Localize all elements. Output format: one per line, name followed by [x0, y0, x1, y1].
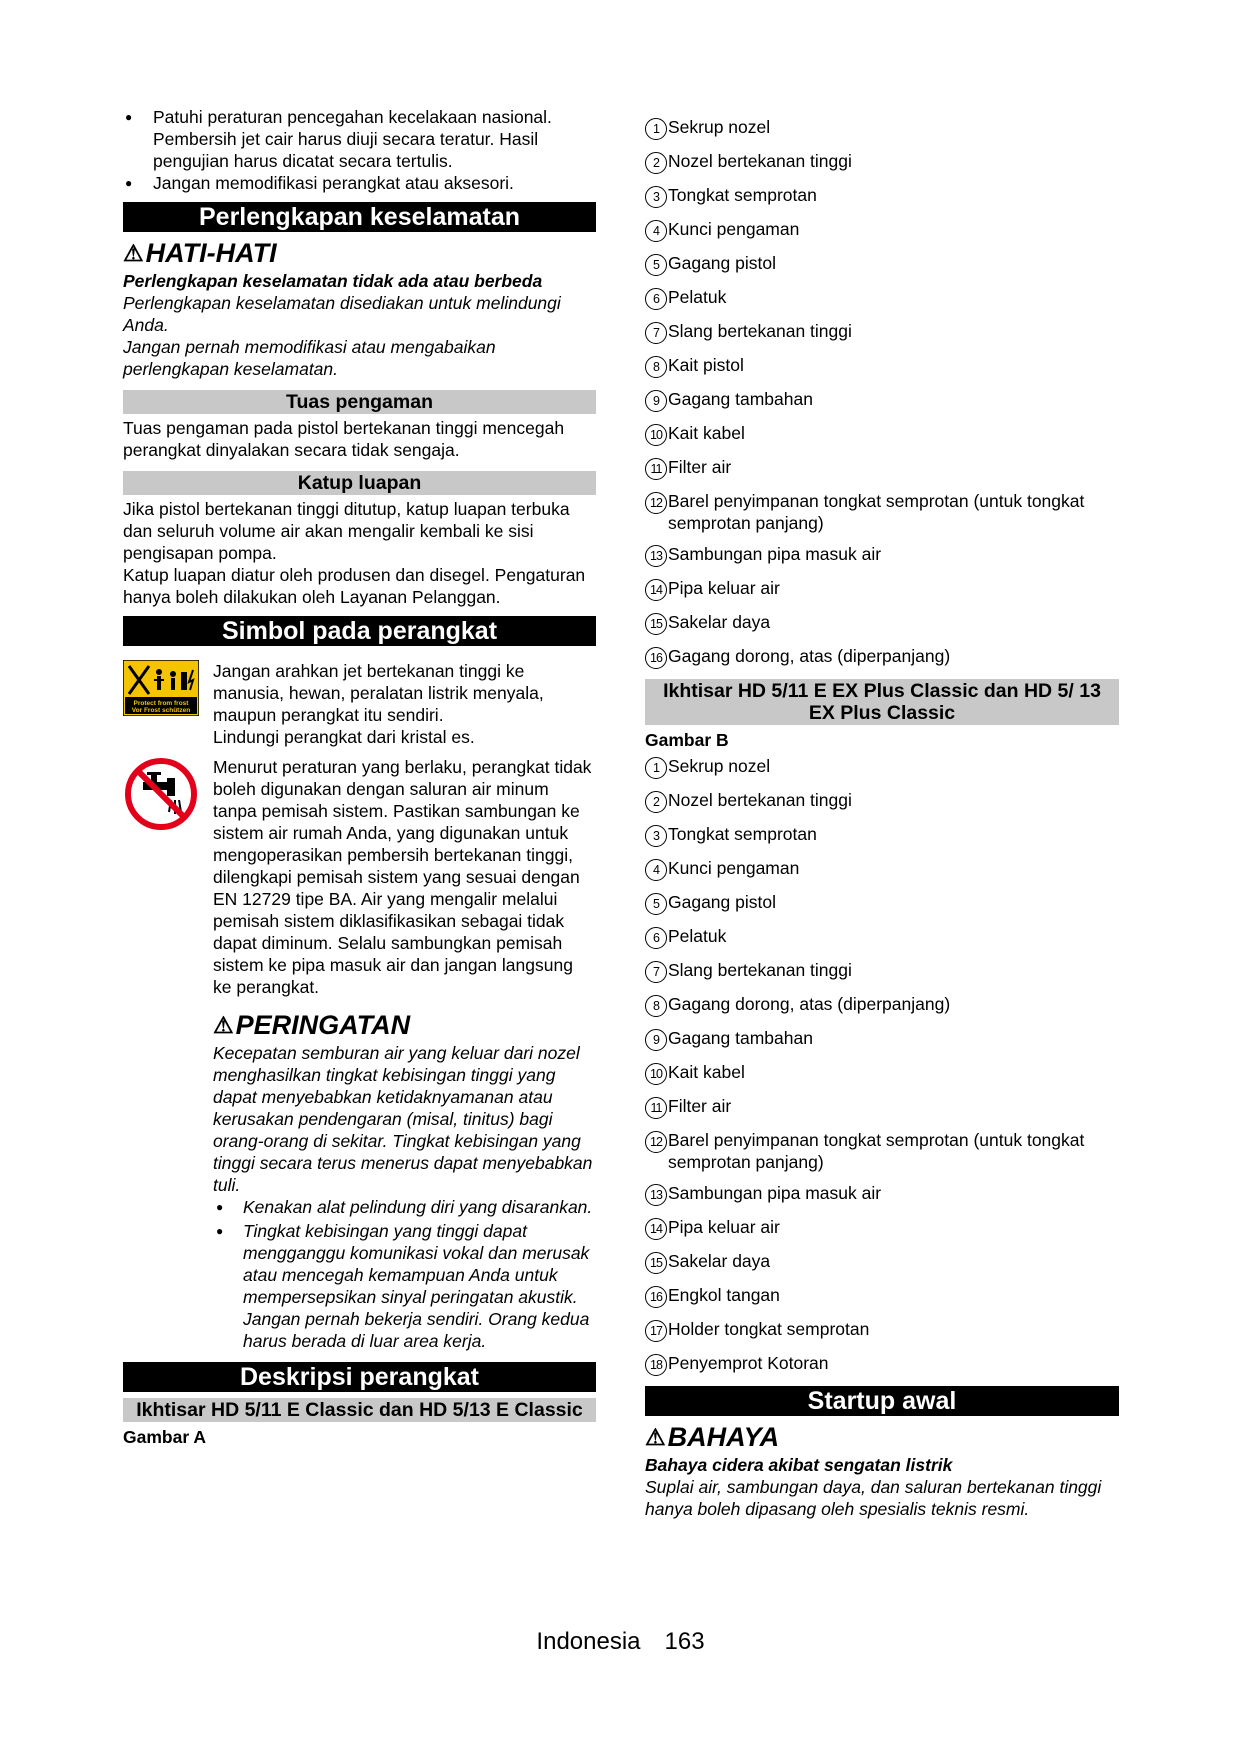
item-number-badge: 18: [645, 1354, 667, 1376]
item-label: Gagang dorong, atas (diperpanjang): [668, 994, 951, 1014]
symbols-heading: Simbol pada perangkat: [123, 616, 596, 646]
item-number-badge: 3: [645, 825, 667, 847]
desc-heading: Deskripsi perangkat: [123, 1362, 596, 1392]
item-number-badge: 12: [645, 492, 667, 514]
item-number-badge: 8: [645, 995, 667, 1017]
warning-bullet: ● Tingkat kebisingan yang tinggi dapat mengganggu komunikasi vokal dan merusak atau mencegah kemampuan Anda untuk mempersepsikan sinyal peringatan akustik. Jangan pernah bekerja sendiri. Orang kedua harus berada di luar area kerja.: [213, 1220, 596, 1352]
symbol-frost-text-2: Lindungi perangkat dari kristal es.: [213, 727, 475, 747]
item-label: Sakelar daya: [668, 1251, 771, 1271]
part-list-a: [645, 116, 1119, 669]
item-number-badge: 6: [645, 288, 667, 310]
item-label: Filter air: [668, 457, 732, 477]
item-number-badge: 1: [645, 118, 667, 140]
item-label: Barel penyimpanan tongkat semprotan (untuk tongkat semprotan panjang): [668, 491, 1085, 533]
list-item: [645, 1061, 1119, 1085]
item-number-badge: 15: [645, 1252, 667, 1274]
left-column: [123, 106, 596, 1452]
warning-triangle-icon: ⚠: [645, 1424, 666, 1450]
list-item: [645, 1129, 1119, 1173]
item-number-badge: 9: [645, 390, 667, 412]
list-item: [645, 422, 1119, 446]
item-number-badge: 6: [645, 927, 667, 949]
item-number-badge: 1: [645, 757, 667, 779]
item-number-badge: 8: [645, 356, 667, 378]
item-number-badge: 12: [645, 1131, 667, 1153]
item-number-badge: 16: [645, 1286, 667, 1308]
overview-b-heading: Ikhtisar HD 5/11 E EX Plus Classic dan HD 5/ 13 EX Plus Classic: [645, 679, 1119, 725]
item-label: Kunci pengaman: [668, 858, 800, 878]
item-number-badge: 14: [645, 1218, 667, 1240]
item-label: Gagang tambahan: [668, 1028, 813, 1048]
item-number-badge: 3: [645, 186, 667, 208]
list-item: [645, 577, 1119, 601]
list-item: [645, 1284, 1119, 1308]
warning-bullet: ● Kenakan alat pelindung diri yang disarankan.: [213, 1196, 596, 1218]
right-column: [645, 116, 1119, 1520]
list-item: [645, 252, 1119, 276]
list-item: [645, 320, 1119, 344]
list-item: [645, 891, 1119, 915]
item-number-badge: 13: [645, 1184, 667, 1206]
item-number-badge: 10: [645, 424, 667, 446]
list-item: [645, 1216, 1119, 1240]
list-item: [645, 388, 1119, 412]
warning-title: [213, 1010, 596, 1040]
item-number-badge: 16: [645, 647, 667, 669]
item-label: Gagang tambahan: [668, 389, 813, 409]
list-item: [645, 490, 1119, 534]
safety-heading: Perlengkapan keselamatan: [123, 202, 596, 232]
item-label: Slang bertekanan tinggi: [668, 960, 852, 980]
item-number-badge: 7: [645, 322, 667, 344]
list-item: [645, 1352, 1119, 1376]
svg-text:Vor Frost schützen: Vor Frost schützen: [131, 707, 191, 714]
warning-title-text: PERINGATAN: [235, 1010, 411, 1040]
overflow-heading: Katup luapan: [123, 471, 596, 495]
symbol-frost-text-1: Jangan arahkan jet bertekanan tinggi ke manusia, hewan, peralatan listrik menyala, maupun perangkat itu sendiri.: [213, 661, 544, 725]
list-item: [645, 823, 1119, 847]
page-footer: [0, 1628, 1241, 1656]
item-label: Tongkat semprotan: [668, 185, 817, 205]
danger-title: [645, 1422, 1119, 1452]
warning-text: Kecepatan semburan air yang keluar dari nozel menghasilkan tingkat kebisingan tinggi yang dapat menyebabkan ketidaknyamanan atau kerusakan pendengaran (misal, tinitus) bagi orang-orang di sekitar. Tingkat kebisingan yang tinggi secara terus menerus dapat menyebabkan tuli.: [213, 1043, 593, 1195]
symbol-water-text-1: Menurut peraturan yang berlaku, perangkat tidak boleh digunakan dengan saluran air minum tanpa pemisah sistem. Pastikan sambungan ke sistem air rumah Anda, yang digunakan untuk mengoperasikan pembersih bertekanan tinggi, dilengkapi pemisah sistem yang sesuai dengan EN 12729 tipe BA. Air yang mengalir melalui pemisah sistem diklasifikasikan sebagai tidak dapat diminum. Selalu sambungkan pemisah sistem ke pipa masuk air dan jangan langsung ke perangkat.: [213, 757, 592, 997]
item-number-badge: 10: [645, 1063, 667, 1085]
item-number-badge: 11: [645, 458, 667, 480]
item-label: Gagang pistol: [668, 892, 776, 912]
startup-heading: Startup awal: [645, 1386, 1119, 1416]
item-label: Sakelar daya: [668, 612, 771, 632]
item-number-badge: 11: [645, 1097, 667, 1119]
item-label: Sekrup nozel: [668, 756, 771, 776]
item-number-badge: 4: [645, 859, 667, 881]
item-number-badge: 2: [645, 152, 667, 174]
list-item: [645, 857, 1119, 881]
item-number-badge: 13: [645, 545, 667, 567]
caution-text: Jangan pernah memodifikasi atau mengabaikan perlengkapan keselamatan.: [123, 337, 496, 379]
item-label: Pelatuk: [668, 926, 727, 946]
symbol-frost-row: [123, 660, 596, 748]
footer-language: Indonesia: [536, 1628, 641, 1655]
list-item: [645, 993, 1119, 1017]
overflow-text: Katup luapan diatur oleh produsen dan disegel. Pengaturan hanya boleh dilakukan oleh Layanan Pelanggan.: [123, 565, 586, 607]
list-item: [645, 456, 1119, 480]
list-item: [645, 611, 1119, 635]
symbol-water-text: [213, 756, 596, 1352]
list-item: [645, 218, 1119, 242]
item-label: Kait kabel: [668, 1062, 745, 1082]
bullet-item: ● Jangan memodifikasi perangkat atau aksesori.: [123, 172, 596, 194]
item-number-badge: 2: [645, 791, 667, 813]
item-number-badge: 7: [645, 961, 667, 983]
list-item: [645, 1027, 1119, 1051]
item-number-badge: 5: [645, 893, 667, 915]
item-label: Penyemprot Kotoran: [668, 1353, 829, 1373]
caution-text: Perlengkapan keselamatan disediakan untuk melindungi Anda.: [123, 293, 561, 335]
item-number-badge: 15: [645, 613, 667, 635]
list-item: [645, 354, 1119, 378]
item-label: Nozel bertekanan tinggi: [668, 151, 852, 171]
item-label: Slang bertekanan tinggi: [668, 321, 852, 341]
item-number-badge: 4: [645, 220, 667, 242]
item-label: Kait pistol: [668, 355, 744, 375]
list-item: [645, 645, 1119, 669]
caution-title: [123, 238, 596, 268]
part-list-b: [645, 755, 1119, 1376]
item-label: Tongkat semprotan: [668, 824, 817, 844]
list-item: [645, 116, 1119, 140]
overflow-text: Jika pistol bertekanan tinggi ditutup, katup luapan terbuka dan seluruh volume air akan mengalir kembali ke sisi pengisapan pompa.: [123, 499, 570, 563]
item-label: Pelatuk: [668, 287, 727, 307]
page-number: 163: [664, 1628, 705, 1655]
item-label: Kait kabel: [668, 423, 745, 443]
item-label: Pipa keluar air: [668, 578, 780, 598]
danger-text: Suplai air, sambungan daya, dan saluran bertekanan tinggi hanya boleh dipasang oleh spesialis teknis resmi.: [645, 1477, 1102, 1519]
item-label: Kunci pengaman: [668, 219, 800, 239]
item-label: Holder tongkat semprotan: [668, 1319, 870, 1339]
item-label: Engkol tangan: [668, 1285, 780, 1305]
danger-title-text: BAHAYA: [667, 1422, 780, 1452]
item-label: Sambungan pipa masuk air: [668, 544, 882, 564]
list-item: [645, 1182, 1119, 1206]
item-label: Sambungan pipa masuk air: [668, 1183, 882, 1203]
list-item: [645, 1095, 1119, 1119]
list-item: [645, 543, 1119, 567]
item-number-badge: 17: [645, 1320, 667, 1342]
warning-triangle-icon: ⚠: [123, 240, 144, 266]
list-item: [645, 184, 1119, 208]
item-label: Gagang dorong, atas (diperpanjang): [668, 646, 951, 666]
symbol-water-row: [123, 756, 596, 1352]
figure-b-label: Gambar B: [645, 730, 729, 750]
item-label: Pipa keluar air: [668, 1217, 780, 1237]
item-label: Barel penyimpanan tongkat semprotan (untuk tongkat semprotan panjang): [668, 1130, 1085, 1172]
figure-a-label: Gambar A: [123, 1427, 206, 1447]
list-item: [645, 789, 1119, 813]
overview-a-heading: Ikhtisar HD 5/11 E Classic dan HD 5/13 E Classic: [123, 1398, 596, 1422]
item-number-badge: 9: [645, 1029, 667, 1051]
list-item: [645, 925, 1119, 949]
lever-heading: Tuas pengaman: [123, 390, 596, 414]
no-drinking-water-connection-icon: [123, 756, 199, 1352]
danger-subtitle: Bahaya cidera akibat sengatan listrik: [645, 1455, 953, 1475]
symbol-frost-text: [213, 660, 596, 748]
item-number-badge: 14: [645, 579, 667, 601]
list-item: [645, 959, 1119, 983]
bullet-item: ● Patuhi peraturan pencegahan kecelakaan nasional. Pembersih jet cair harus diuji secara teratur. Hasil pengujian harus dicatat secara tertulis.: [123, 106, 596, 172]
caution-title-text: HATI-HATI: [145, 238, 277, 268]
lever-text: Tuas pengaman pada pistol bertekanan tinggi mencegah perangkat dinyalakan secara tidak sengaja.: [123, 418, 565, 460]
item-label: Gagang pistol: [668, 253, 776, 273]
no-jet-frost-icon: [123, 660, 199, 748]
list-item: [645, 1250, 1119, 1274]
list-item: [645, 755, 1119, 779]
svg-text:Protect from frost: Protect from frost: [133, 700, 189, 707]
warning-triangle-icon: ⚠: [213, 1012, 234, 1038]
item-number-badge: 5: [645, 254, 667, 276]
list-item: [645, 1318, 1119, 1342]
item-label: Sekrup nozel: [668, 117, 771, 137]
list-item: [645, 286, 1119, 310]
caution-subtitle: Perlengkapan keselamatan tidak ada atau berbeda: [123, 271, 543, 291]
list-item: [645, 150, 1119, 174]
item-label: Nozel bertekanan tinggi: [668, 790, 852, 810]
item-label: Filter air: [668, 1096, 732, 1116]
